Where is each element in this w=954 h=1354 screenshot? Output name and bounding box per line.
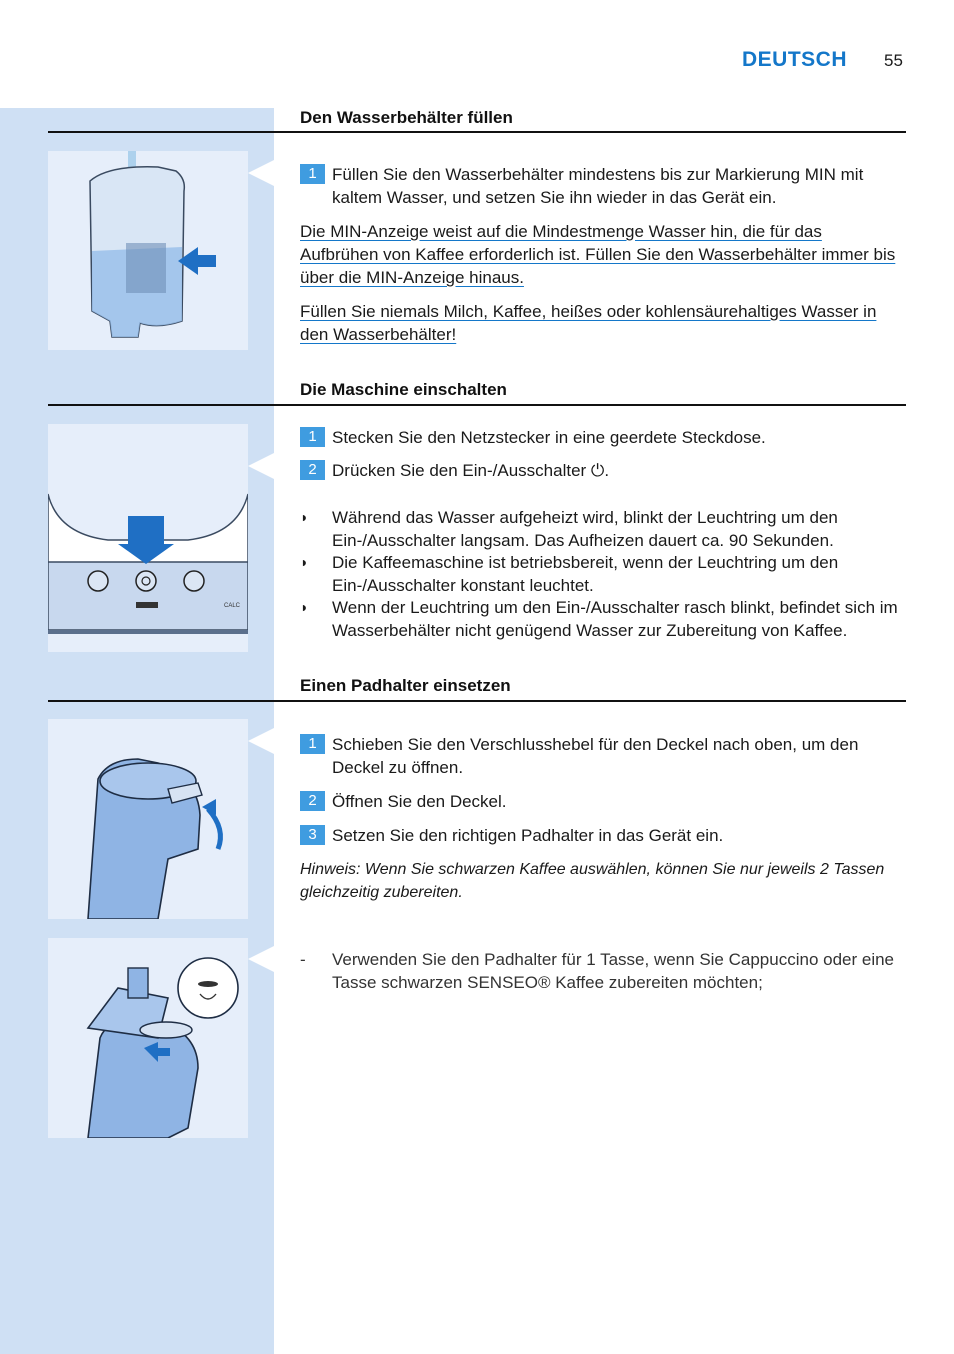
control-panel-illustration <box>48 424 248 652</box>
info-paragraph <box>300 220 904 289</box>
section-title-fill-tank: Den Wasserbehälter füllen <box>300 108 513 127</box>
step-number: 2 <box>300 460 325 480</box>
water-tank-illustration <box>48 151 248 350</box>
bullet-item <box>300 506 900 552</box>
bullet-text: Während das Wasser aufgeheizt wird, blinkt der Leuchtring um den Ein-/Ausschalter langsam. Das Aufheizen dauert ca. 90 Sekunden. <box>332 508 838 550</box>
section-title-switch-on: Die Maschine einschalten <box>300 380 507 399</box>
figure-power-button <box>48 424 248 652</box>
bullet-mark: ◗ <box>300 509 309 525</box>
step <box>300 459 900 482</box>
warning-paragraph <box>300 300 904 346</box>
step-number: 1 <box>300 427 325 447</box>
step-text: Füllen Sie den Wasserbehälter mindestens bis zur Markierung MIN mit kaltem Wasser, und setzen Sie ihn wieder in das Gerät ein. <box>332 165 864 207</box>
bullet-item <box>300 596 900 665</box>
step-text: Öffnen Sie den Deckel. <box>332 792 507 811</box>
figure-pointer <box>248 946 274 972</box>
step-text: Stecken Sie den Netzstecker in eine geerdete Steckdose. <box>332 428 766 447</box>
step <box>300 790 900 813</box>
note-text: Hinweis: Wenn Sie schwarzen Kaffee auswählen, können Sie nur jeweils 2 Tassen gleichzeitig zubereiten. <box>300 861 885 901</box>
step <box>300 163 900 209</box>
bullet-mark: ◗ <box>300 554 309 570</box>
step-number: 1 <box>300 164 325 184</box>
step-text: Setzen Sie den richtigen Padhalter in das Gerät ein. <box>332 826 724 845</box>
step-number: 1 <box>300 734 325 754</box>
figure-pointer <box>248 160 274 186</box>
calc-label: CALC <box>224 603 241 609</box>
step-text: Schieben Sie den Verschlusshebel für den Deckel nach oben, um den Deckel zu öffnen. <box>332 735 859 777</box>
figure-pointer <box>248 728 274 754</box>
bullet-text: Die Kaffeemaschine ist betriebsbereit, wenn der Leuchtring um den Ein-/Ausschalter konstant leuchtet. <box>332 553 839 595</box>
figure-pointer <box>248 453 274 479</box>
section-rule <box>48 131 906 133</box>
step-text: Drücken Sie den Ein-/Ausschalter ⏻. <box>332 461 610 480</box>
step <box>300 824 900 847</box>
figure-open-lid <box>48 719 248 919</box>
dash-text: Verwenden Sie den Padhalter für 1 Tasse, wenn Sie Cappuccino oder eine Tasse schwarzen SENSEO® Kaffee zubereiten möchten; <box>332 950 895 992</box>
page-number: 55 <box>884 51 903 70</box>
section-rule <box>48 404 906 406</box>
bullet-item <box>300 551 900 597</box>
min-info-text: Die MIN-Anzeige weist auf die Mindestmenge Wasser hin, die für das Aufbrühen von Kaffee erforderlich ist. Füllen Sie den Wasserbehälter immer bis über die MIN-Anzeige hinaus. <box>300 222 896 287</box>
machine-lid-illustration <box>48 719 248 919</box>
figure-water-tank <box>48 151 248 350</box>
bullet-text: Wenn der Leuchtring um den Ein-/Ausschalter rasch blinkt, befindet sich im Wasserbehälter nicht genügend Wasser zur Zubereitung von Kaffee. <box>332 598 898 640</box>
step <box>300 733 900 779</box>
warning-text: Füllen Sie niemals Milch, Kaffee, heißes oder kohlensäurehaltiges Wasser in den Wasserbehälter! <box>300 302 877 344</box>
step-number: 3 <box>300 825 325 845</box>
section-rule <box>48 700 906 702</box>
pod-holder-illustration <box>48 938 248 1138</box>
dash-item <box>300 948 900 994</box>
language-label: DEUTSCH <box>742 48 848 71</box>
dash-mark: - <box>300 950 306 969</box>
bullet-mark: ◗ <box>300 599 309 615</box>
step-number: 2 <box>300 791 325 811</box>
section-title-pod-holder: Einen Padhalter einsetzen <box>300 676 511 695</box>
figure-insert-pod <box>48 938 248 1138</box>
step <box>300 426 900 449</box>
